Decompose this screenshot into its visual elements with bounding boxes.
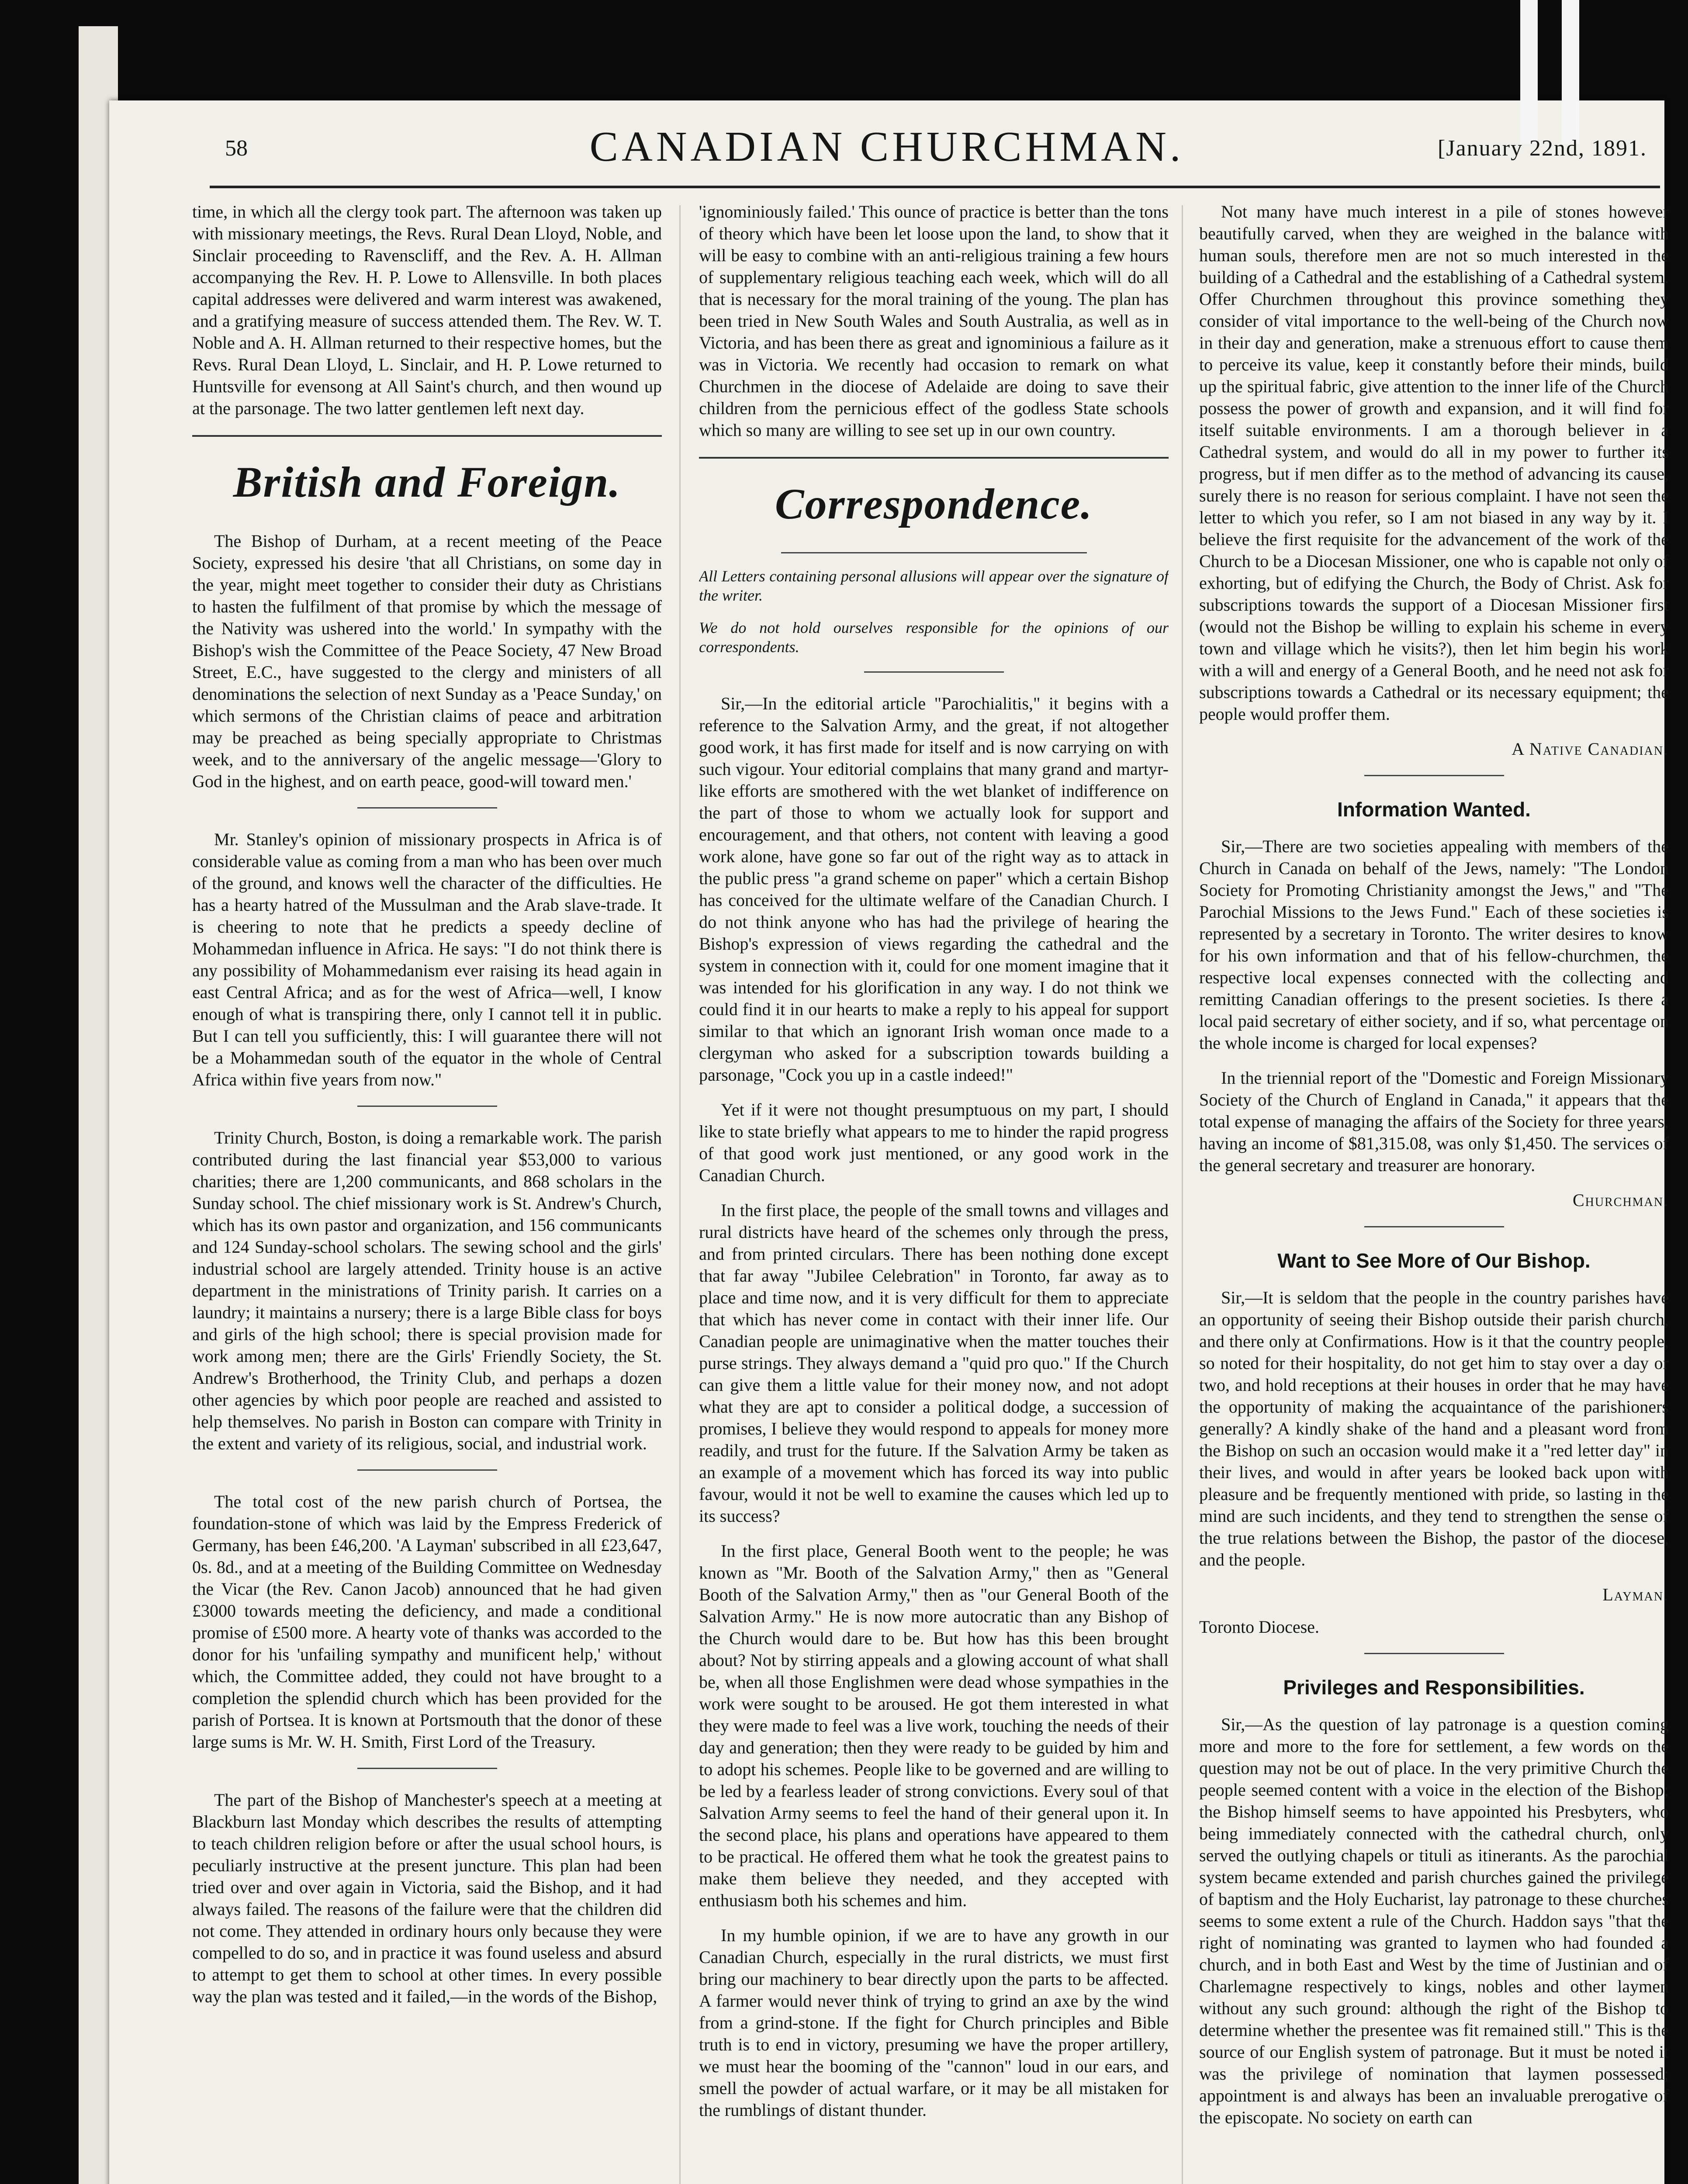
- column-2: [699, 201, 1169, 2184]
- page-number: 58: [225, 136, 248, 161]
- letter-paragraph: Sir,—It is seldom that the people in the country parishes have an opportunity of seeing their Bishop outside their parish church, and there only at Confirmations. How is it that the country people, so noted for their hospitality, do not get him to stay over a day or two, and hold receptions at their houses in order that he may have the opportunity of making the acquaintance of the parishioners generally? A kindly shake of the hand and a pleasant word from the Bishop on such an occasion would make it a "red letter day" in their lives, and would in after years be looked back upon with pleasure and be frequently mentioned with pride, so lasting in the mind are such incidents, and they tend to strengthen the sense of the true relations between the Bishop, the pastor of the diocese, and the people.: [1199, 1288, 1669, 1569]
- column-3: [1199, 201, 1669, 2184]
- letter-signature: Churchman.: [1572, 1190, 1669, 1210]
- header-rule: [210, 186, 1660, 188]
- article-paragraph: The total cost of the new parish church of Portsea, the foundation-stone of which was laid by the Empress Frederick of Germany, has been £46,200. 'A Layman' subscribed in all £23,647, 0s. 8d., and at a meeting of the Building Committee on Wednesday the Vicar (the Rev. Canon Jacob) announced that he had given £3000 towards meeting the deficiency, and made a conditional promise of £500 more. A hearty vote of thanks was accorded to the donor for his 'unfailing sympathy and munificent help,' without which, the Committee added, they could not have brought to a completion the splendid church which has been provided for the parish of Portsea. It is known at Portsmouth that the donor of these large sums is Mr. W. H. Smith, First Lord of the Treasury.: [192, 1492, 662, 1752]
- section-heading-british-foreign: British and Foreign.: [233, 458, 621, 506]
- letter-heading-see-more-bishop: Want to See More of Our Bishop.: [1277, 1249, 1591, 1272]
- letter-paragraph: In the first place, the people of the small towns and villages and rural districts have heard of the schemes only through the press, and from printed circulars. There has been nothing done except that far away "Jubilee Celebration" in Toronto, far away as to place and time now, and it is very difficult for them to appreciate that which has never come in contact with their inner life. Our Canadian people are unimaginative when the matter touches their purse strings. They always demand a "quid pro quo." If the Church can give them a little value for their money now, and not adopt what they are apt to consider a political dodge, a succession of promises, I believe they would respond to appeals for money more readily, and trust for the future. If the Salvation Army be taken as an example of a movement which has forced its way into public favour, would it not be well to examine the causes which led up to its success?: [699, 1200, 1169, 1526]
- issue-date: [January 22nd, 1891.: [1437, 136, 1647, 161]
- letter-paragraph: In the triennial report of the "Domestic and Foreign Missionary Society of the Church of England in Canada," it appears that the total expense of managing the affairs of the Society for three years, having an income of $81,315.08, was only $1,450. The services of the general secretary and treasurer are honorary.: [1199, 1068, 1669, 1175]
- letter-paragraph: Sir,—There are two societies appealing with members of the Church in Canada on behalf of the Jews, namely: "The London Society for Promoting Christianity amongst the Jews," and "The Parochial Missions to the Jews Fund." Each of these societies is represented by a secretary in Toronto. The writer desires to know for his own information and that of his fellow-churchmen, the respective local expenses connected with the collecting and remitting Canadian offerings to the present societies. Is there a local paid secretary of either society, and if so, what percentage on the whole income is charged for local expenses?: [1199, 836, 1669, 1053]
- item-rule: [357, 1469, 497, 1471]
- item-rule: [1364, 1653, 1504, 1654]
- article-paragraph: 'ignominiously failed.' This ounce of practice is better than the tons of theory which have been let loose upon the land, to show that it will be easy to combine with an anti-religious training a few hours of supplementary religious teaching each week, which will do all that is necessary for the moral training of the young. The plan has been tried in New South Wales and South Australia, as well as in Victoria, and has been there as great and ignominious a failure as it was in Victoria. We recently had occasion to remark on what Churchmen in the diocese of Adelaide are doing to save their children from the pernicious effect of the godless State schools which so many are willing to see set up in our own country.: [699, 202, 1169, 440]
- letter-signature: Layman.: [1602, 1585, 1669, 1604]
- article-paragraph: The part of the Bishop of Manchester's speech at a meeting at Blackburn last Monday which describes the results of attempting to teach children religion before or after the usual school hours, is peculiarly instructive at the present juncture. This plan had been tried over and over again in Victoria, said the Bishop, and it had always failed. The reasons of the failure were that the children did not come. They attended in ordinary hours only because they were compelled to do so, and in practice it was found useless and absurd to attempt to get them to school at other times. In every possible way the plan was tested and it failed,—in the words of the Bishop,: [192, 1790, 662, 2006]
- section-rule: [699, 457, 1169, 459]
- article-paragraph: The Bishop of Durham, at a recent meeting of the Peace Society, expressed his desire 'that all Christians, on some day in the year, might meet together to consider their duty as Christians to hasten the fulfilment of that promise by which the message of the Nativity was ushered into the world.' In sympathy with the Bishop's wish the Committee of the Peace Society, 47 New Broad Street, E.C., have suggested to the clergy and ministers of all denominations the selection of next Sunday as a 'Peace Sunday,' on which sermons of the Christian claims of peace and arbitration may be preached as being specially appropriate to Christmas week, and to the anniversary of the angelic message—'Glory to God in the highest, and on earth peace, good-will toward men.': [192, 531, 662, 791]
- page-header: [109, 118, 1664, 175]
- item-rule: [1364, 1226, 1504, 1227]
- letter-paragraph: In the first place, General Booth went to the people; he was known as "Mr. Booth of the Salvation Army," then as "General Booth of the Salvation Army," then as "our General Booth of the Salvation Army." He is now more autocratic than any Bishop of the Church would dare to be. But how has this been brought about? Not by stirring appeals and a glowing account of what shall be, when all those Englishmen were dead whose sympathies in the work were sought to be aroused. He got them interested in what they were made to feel was a live work, touching the needs of their day and generation; then they were ready to be guided by him and to adopt his schemes. People like to be governed and are willing to be led by a fearless leader of strong convictions. Every soul of that Salvation Army seems to feel the hand of their general upon it. In the second place, his plans and operations have appeared to them to be practical. He offered them what he took the greatest pains to make them believe they needed, and they accepted with enthusiasm both his schemes and him.: [699, 1541, 1169, 1910]
- column-divider-2: [1182, 205, 1183, 2184]
- column-divider-1: [679, 205, 681, 2184]
- item-rule: [357, 1106, 497, 1107]
- masthead-title: CANADIAN CHURCHMAN.: [589, 123, 1184, 170]
- article-paragraph: Mr. Stanley's opinion of missionary prospects in Africa is of considerable value as coming from a man who has been over much of the ground, and knows well the character of the difficulties. He has a hearty hatred of the Mussulman and the Arab slave-trade. It is cheering to note that he predicts a speedy decline of Mohammedan influence in Africa. He says: "I do not think there is any possibility of Mohammedanism ever raising its head again in east Central Africa; and as for the west of Africa—well, I know enough of what is transpiring there, only I cannot tell it in public. But I can tell you sufficiently, this: I will guarantee there will not be a Mohammedan south of the equator in the whole of Central Africa within five years from now.": [192, 829, 662, 1089]
- letter-paragraph: Sir,—As the question of lay patronage is a question coming more and more to the fore for settlement, a few words on the question may not be out of place. In the very primitive Church the people seemed content with a voice in the election of the Bishop; the Bishop himself seems to have appointed his Presbyters, who being immediately connected with the cathedral church, only served the outlying chapels or tituli as itinerants. As the parochial system became extended and parish churches gained the privilege of baptism and the Holy Eucharist, lay patronage to these churches seems to some extent a rule of the Church. Haddon says "that the right of nominating was granted to laymen who had founded a church, and in both East and West by the time of Justinian and of Charlemagne respectively to kings, nobles and other laymen without any such ground: although the right of the Bishop to determine whether the presentee was fit remained still." This is the source of our English system of patronage. But it must be noted it was the privilege of nomination that laymen possessed; appointment is and always has been an invaluable prerogative of the episcopate. No society on earth can: [1199, 1714, 1669, 2127]
- letter-signature: A Native Canadian.: [1512, 739, 1669, 759]
- letter-heading-information-wanted: Information Wanted.: [1337, 798, 1531, 821]
- section-rule: [192, 435, 662, 437]
- item-rule: [781, 552, 1087, 553]
- letter-paragraph: Not many have much interest in a pile of stones however beautifully carved, when they are weighed in the balance with human souls, therefore men are not so much interested in the building of a Cathedral and the establishing of a Cathedral system. Offer Churchmen throughout this province something they consider of vital importance to the well-being of the Church now in their day and generation, make a strenuous effort to cause them to perceive its value, keep it constantly before their minds, build up the spiritual fabric, give attention to the inner life of the Church possess the power of growth and expansion, and it will find for itself suitable environments. I am a thorough believer in a Cathedral system, and would do all in my power to further its progress, but if men differ as to the method of advancing its cause, surely there is no reason for serious complaint. I have not seen the letter to which you refer, so I am not biased in any way by it. I believe the first requisite for the advancement of the work of the Church to be a Diocesan Missioner, one who is capable not only of exhorting, but of edifying the Church, the Body of Christ. Ask for subscriptions towards the support of a Diocesan Missioner first (would not the Bishop be willing to explain his scheme in every town and village which he visits?), then let him begin his work with a will and energy of a General Booth, and he need not ask for subscriptions towards a Cathedral or its necessary equipment; the people would proffer them.: [1199, 202, 1669, 724]
- section-heading-correspondence: Correspondence.: [775, 480, 1093, 528]
- letter-place: Toronto Diocese.: [1199, 1617, 1319, 1637]
- article-paragraph: Trinity Church, Boston, is doing a remarkable work. The parish contributed during the last financial year $53,000 to various charities; there are 1,200 communicants, and 868 scholars in the Sunday school. The chief missionary work is St. Andrew's Church, which has its own pastor and organization, and 156 communicants and 124 Sunday-school scholars. The sewing school and the girls' industrial school are largely attended. Trinity house is an active department in the ministrations of Trinity parish. It carries on a laundry; it maintains a nursery; there is a large Bible class for boys and girls of the high school; there is special provision made for work among men; there are the Girls' Friendly Society, the St. Andrew's Brotherhood, the Trinity Club, and perhaps a dozen other agencies by which poor people are reached and assisted to help themselves. No parish in Boston can compare with Trinity in the extent and variety of its religious, social, and industrial work.: [192, 1128, 662, 1453]
- item-rule: [357, 1768, 497, 1769]
- column-1: [192, 201, 662, 2184]
- letter-paragraph: In my humble opinion, if we are to have any growth in our Canadian Church, especially in the rural districts, we must first bring our machinery to bear directly upon the parts to be affected. A farmer would never think of trying to grind an axe by the wind from a grind-stone. If the fight for Church principles and Bible truth is to end in victory, presuming we have the proper artillery, we must hear the booming of the "cannon" loud in our ears, and smell the powder of actual warfare, or it may be all mistaken for the rumblings of distant thunder.: [699, 1925, 1169, 2120]
- letter-heading-privileges: Privileges and Responsibilities.: [1283, 1676, 1585, 1699]
- editorial-notice: We do not hold ourselves responsible for the opinions of our correspondents.: [699, 619, 1169, 656]
- letter-paragraph: Sir,—In the editorial article "Parochialitis," it begins with a reference to the Salvation Army, and the great, if not altogether good work, it has first made for itself and is now carrying on with such vigour. Your editorial complains that many grand and martyr-like efforts are smothered with the wet blanket of indifference on the part of those to whom we actually look for support and encouragement, and that others, not content with leaving a good work alone, have gone so far out of the right way as to attack in the public press "a grand scheme on paper" which a certain Bishop has conceived for the ultimate welfare of the Canadian Church. I do not think anyone who has had the privilege of hearing the Bishop's expression of views regarding the cathedral and the system in connection with it, could for one moment imagine that it was intended for his glorification in any way. I do not think we could find it in our hearts to make a reply to his appeal for support similar to that which an ignorant Irish woman once made to a clergyman who asked for a subscription towards building a parsonage, "Cock you up in a castle indeed!": [699, 694, 1169, 1085]
- article-paragraph: time, in which all the clergy took part. The afternoon was taken up with missionary meetings, the Revs. Rural Dean Lloyd, Noble, and Sinclair proceeding to Ravenscliff, and the Rev. A. H. Allman accompanying the Rev. H. P. Lowe to Allensville. In both places capital addresses were delivered and warm interest was awakened, and a gratifying measure of success attended them. The Rev. W. T. Noble and A. H. Allman returned to their respective homes, but the Revs. Rural Dean Lloyd, L. Sinclair, and H. P. Lowe returned to Huntsville for evensong at All Saint's church, and then wound up at the parsonage. The two latter gentlemen left next day.: [192, 202, 662, 418]
- item-rule: [864, 671, 1004, 673]
- editorial-notice: All Letters containing personal allusions will appear over the signature of the writer.: [699, 567, 1169, 604]
- letter-paragraph: Yet if it were not thought presumptuous on my part, I should like to state briefly what appears to me to hinder the rapid progress of that good work just mentioned, or any good work in the Canadian Church.: [699, 1100, 1169, 1185]
- item-rule: [1364, 775, 1504, 776]
- item-rule: [357, 807, 497, 809]
